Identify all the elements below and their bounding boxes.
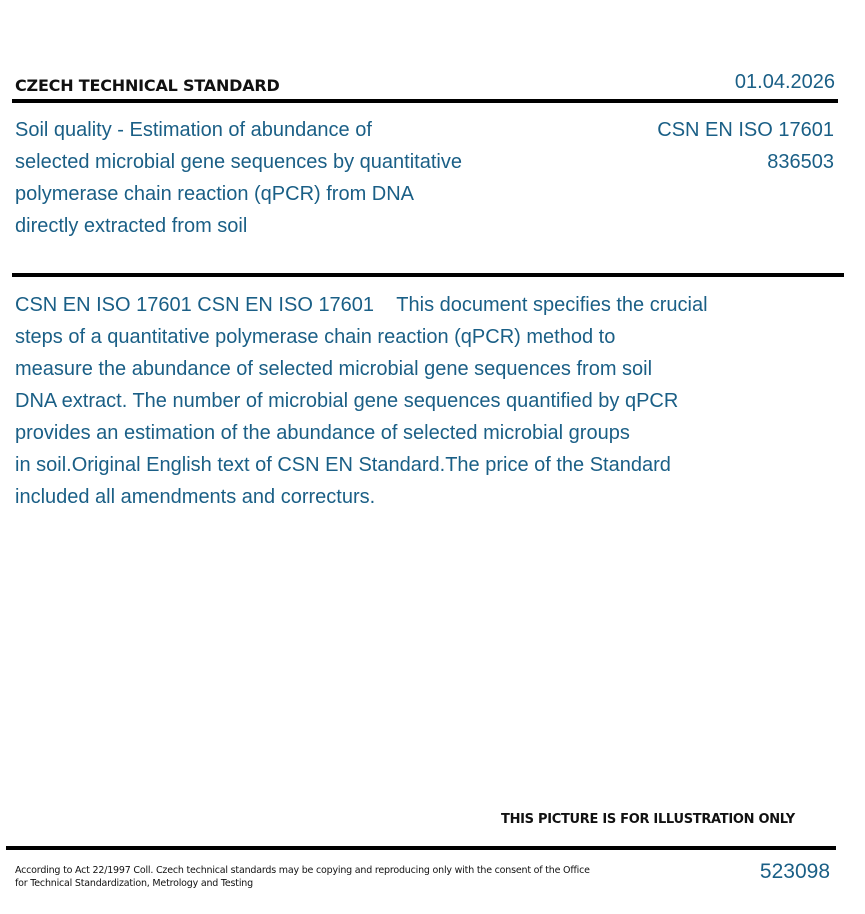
document-number: 523098: [759, 860, 830, 883]
description-line: DNA extract. The number of microbial gene sequences quantified by qPCR: [15, 390, 679, 412]
standard-codes: [657, 114, 834, 178]
title-divider: [12, 273, 844, 277]
footer-divider: [6, 846, 836, 850]
publication-date: 01.04.2026: [734, 71, 835, 93]
standard-code: CSN EN ISO 17601: [657, 119, 834, 141]
legal-notice: [15, 864, 595, 890]
illustration-note: THIS PICTURE IS FOR ILLUSTRATION ONLY: [501, 812, 795, 827]
standard-type-label: CZECH TECHNICAL STANDARD: [15, 76, 280, 95]
description-line: CSN EN ISO 17601 CSN EN ISO 17601 This document specifies the crucial: [15, 294, 708, 316]
standard-description: [15, 289, 775, 513]
description-line: measure the abundance of selected microbial gene sequences from soil: [15, 358, 653, 380]
title-line: Soil quality - Estimation of abundance of: [15, 119, 372, 141]
standard-title: [15, 114, 515, 242]
legal-line: for Technical Standardization, Metrology and Testing: [15, 878, 253, 889]
description-line: steps of a quantitative polymerase chain reaction (qPCR) method to: [15, 326, 616, 348]
description-line: included all amendments and correcturs.: [15, 486, 376, 508]
title-line: directly extracted from soil: [15, 215, 248, 237]
legal-line: According to Act 22/1997 Coll. Czech technical standards may be copying and reproducing only with the consent of the Office: [15, 865, 590, 876]
description-line: in soil.Original English text of CSN EN Standard.The price of the Standard: [15, 454, 671, 476]
title-line: selected microbial gene sequences by quantitative: [15, 151, 462, 173]
description-line: provides an estimation of the abundance of selected microbial groups: [15, 422, 630, 444]
header-divider: [12, 99, 838, 103]
catalog-number: 836503: [767, 151, 834, 173]
title-line: polymerase chain reaction (qPCR) from DNA: [15, 183, 415, 205]
